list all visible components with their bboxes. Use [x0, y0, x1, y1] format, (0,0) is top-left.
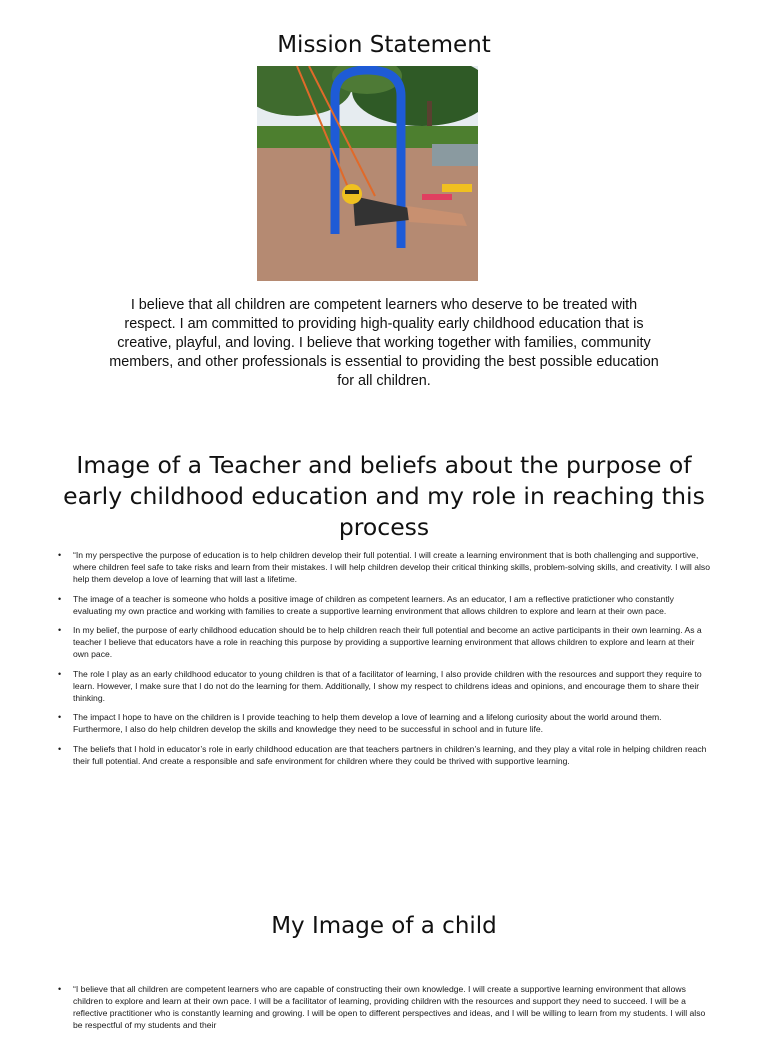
- list-item-text: The impact I hope to have on the children is I provide teaching to help them develop a love of learning and a lifelong curiosity about the world around them. Furthermore, I also do help children develop the skills and knowledge they need to be successful in school and in future life.: [73, 712, 662, 734]
- list-item-text: “In my perspective the purpose of education is to help children develop their full potential. I will create a learning environment that is both challenging and supportive, where children feel safe to take risks and learn from their mistakes. I will help children develop their critical thinking skills, problem-solving skills, and creativity. I will also help them develop a love of learning that will last a lifetime.: [73, 550, 710, 584]
- list-item: [58, 743, 710, 767]
- teacher-beliefs-list: [58, 549, 710, 774]
- mission-title: Mission Statement: [277, 32, 491, 58]
- list-item-text: The beliefs that I hold in educator’s role in early childhood education are that teachers partners in children’s learning, and they play a vital role in helping children reach their full potential. And create a responsible and safe environment for children where they could be thrived with supportive learning.: [73, 743, 707, 766]
- bullet-icon: •: [58, 550, 62, 560]
- list-item: [58, 668, 710, 704]
- bullet-icon: •: [58, 743, 62, 754]
- bullet-icon: •: [58, 668, 62, 679]
- mission-statement-text: I believe that all children are competent learners who deserve to be treated with respect. I am committed to providing high-quality early childhood education that is creative, playful, and loving. I believe that working together with families, community members, and other professionals is essential to providing the best possible education for all children.: [109, 297, 659, 389]
- list-item-text: The image of a teacher is someone who holds a positive image of children as competent learners. As an educator, I am a reflective pratictioner who constantly evaluating my own practice and working with families to create a supportive learning environment that allows children to explore and learn at their own pace.: [73, 593, 674, 616]
- playground-swing-photo: [257, 66, 478, 281]
- list-item: [58, 549, 710, 585]
- bullet-icon: •: [58, 712, 62, 722]
- list-item: [58, 593, 710, 617]
- list-item-text: The role I play as an early childhood educator to young children is that of a facilitator of learning, I also provide children with the resources and support they require to learn. However, I make sure that I do not do the learning for them. Additionally, I show my respect to childrens ideas and opinions, and encourage them to share their thinking.: [73, 668, 702, 703]
- list-item-text: In my belief, the purpose of early childhood education should be to help children reach their full potential and become an active participants in their own learning. As a teacher I believe that educators have a role in reaching this purpose by providing a supportive learning environment that allows children to explore and learn at their own pace.: [73, 625, 702, 659]
- bullet-icon: •: [58, 625, 62, 635]
- teacher-beliefs-title: Image of a Teacher and beliefs about the purpose of early childhood education and my role in reaching this process: [63, 451, 705, 541]
- bullet-icon: •: [58, 593, 62, 604]
- list-item: [58, 711, 710, 735]
- list-item: [58, 624, 710, 660]
- list-item-text: “I believe that all children are competent learners who are capable of constructing their own knowledge. I will create a supportive learning environment that allows children to explore and learn at their own pace. I will be a facilitator of learning, providing children with the resources and support they need to succeed. I will be a reflective practitioner who is constantly learning and growing. I will be open to different perspectives and ideas, and I will be willing to learn from my students. I will also be respectful of my students and their: [73, 984, 706, 1030]
- child-image-list: [58, 983, 710, 1039]
- child-image-title: My Image of a child: [271, 913, 497, 939]
- bullet-icon: •: [58, 984, 62, 994]
